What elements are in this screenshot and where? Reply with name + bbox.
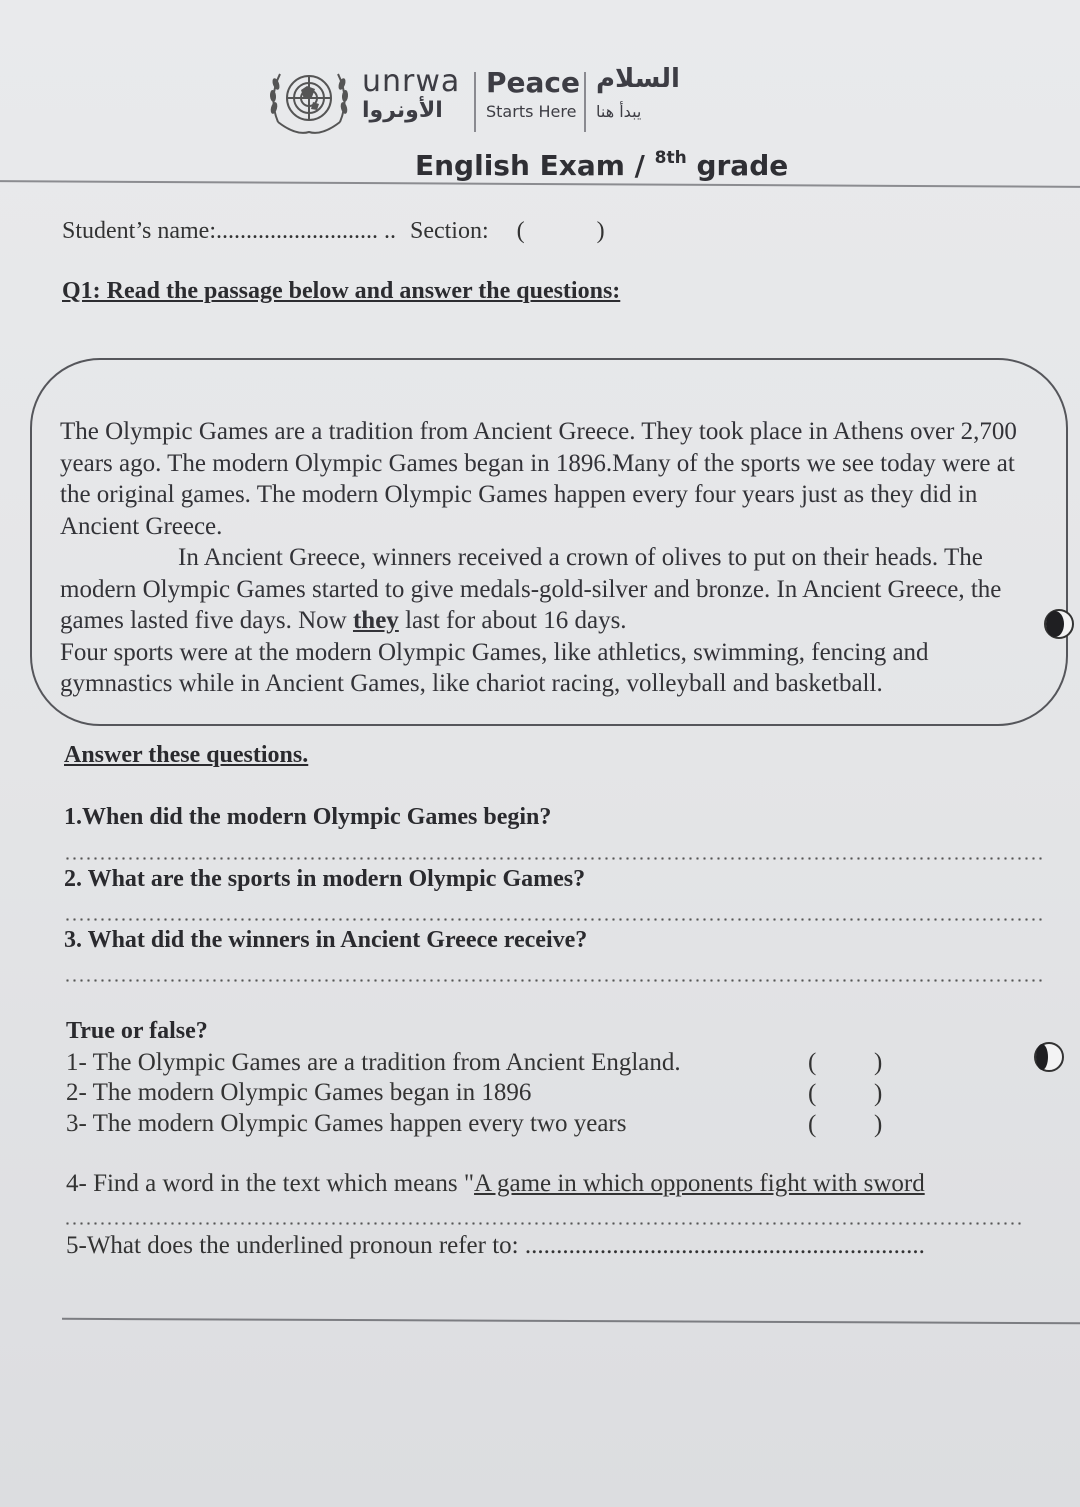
q1-heading: Q1: Read the passage below and answer the questions: bbox=[62, 278, 621, 304]
student-name-label: Student’s name: bbox=[62, 218, 216, 244]
peace-text: Peace bbox=[486, 66, 580, 99]
tf-answer-1-open[interactable]: ( bbox=[808, 1049, 817, 1076]
passage-p2-end: last for about 16 days. bbox=[398, 607, 627, 634]
tf-answer-1-close: ) bbox=[874, 1049, 883, 1076]
underlined-pronoun: they bbox=[352, 607, 399, 634]
find-word-definition: A game in which opponents fight with sword bbox=[474, 1170, 925, 1197]
question-3: 3. What did the winners in Ancient Greece receive? bbox=[64, 927, 588, 953]
grade-superscript: 8th bbox=[654, 148, 687, 168]
refer-question-label: 5-What does the underlined pronoun refer to: bbox=[66, 1232, 519, 1259]
answer-line-4[interactable] bbox=[64, 1222, 1024, 1225]
salam-text: السلام bbox=[596, 64, 680, 94]
footer-divider bbox=[62, 1318, 1080, 1324]
starts-here-text: Starts Here bbox=[486, 102, 577, 121]
question-1: 1.When did the modern Olympic Games begin? bbox=[64, 804, 552, 830]
refer-question bbox=[66, 1232, 925, 1260]
grade-text: grade bbox=[696, 149, 789, 182]
logo-divider bbox=[474, 72, 476, 132]
find-word-prefix: 4- Find a word in the text which means " bbox=[66, 1170, 475, 1197]
binder-hole-icon bbox=[1044, 609, 1074, 639]
logo-divider bbox=[584, 72, 586, 132]
tf-answer-2-close: ) bbox=[874, 1080, 883, 1107]
answer-line-1[interactable] bbox=[64, 857, 1044, 860]
yabda-huna-text: يبدأ هنا bbox=[596, 102, 642, 121]
section-label: Section: bbox=[409, 218, 489, 244]
unrwa-english-wordmark: unrwa bbox=[362, 64, 461, 99]
answer-line-3[interactable] bbox=[64, 979, 1044, 982]
exam-title-text: English Exam / bbox=[415, 149, 645, 182]
answer-heading: Answer these questions. bbox=[64, 742, 309, 768]
tf-answer-3-close: ) bbox=[874, 1111, 883, 1138]
passage-paragraph-1: The Olympic Games are a tradition from Ancient Greece. They took place in Athens over 2,700 years ago. The modern Olympic Games began in 1896.Many of the sports we see today were at the original games. The modern Olympic Games happen every four years just as they did in Ancient Greece. bbox=[60, 418, 1017, 540]
question-2: 2. What are the sports in modern Olympic Games? bbox=[64, 866, 586, 892]
find-word-question bbox=[66, 1170, 925, 1198]
true-false-heading: True or false? bbox=[66, 1018, 208, 1044]
section-open-paren: ( bbox=[516, 218, 525, 244]
unrwa-arabic-wordmark: الأونروا bbox=[362, 98, 443, 123]
tf-answer-3-open[interactable]: ( bbox=[808, 1111, 817, 1138]
binder-hole-icon bbox=[1034, 1042, 1064, 1072]
tf-statement-1: 1- The Olympic Games are a tradition from Ancient England. bbox=[66, 1049, 681, 1076]
exam-title bbox=[415, 148, 788, 182]
passage-paragraph-3: Four sports were at the modern Olympic Games, like athletics, swimming, fencing and gymnastics while in Ancient Games, like chariot racing, volleyball and basketball. bbox=[60, 638, 929, 697]
passage-p2-text: In Ancient Greece, winners received a crown of olives to put on their heads. The modern Olympic Games started to give medals-gold-silver and bronze. In Ancient Greece, the games lasted five days. Now bbox=[60, 544, 1002, 634]
tf-statement-2: 2- The modern Olympic Games began in 1896 bbox=[66, 1079, 532, 1106]
un-emblem-icon bbox=[266, 62, 352, 138]
section-close-paren: ) bbox=[596, 218, 605, 244]
tf-answer-2-open[interactable]: ( bbox=[808, 1080, 817, 1107]
student-name-field[interactable]: ........................... .. bbox=[215, 218, 396, 244]
tf-statement-3: 3- The modern Olympic Games happen every two years bbox=[66, 1110, 627, 1137]
student-info-line bbox=[62, 218, 605, 245]
unrwa-logo bbox=[266, 62, 706, 142]
answer-line-2[interactable] bbox=[64, 918, 1044, 921]
refer-answer-field[interactable]: ................................................................ bbox=[524, 1232, 925, 1259]
passage-paragraph-2 bbox=[60, 542, 1040, 637]
reading-passage bbox=[60, 416, 1040, 700]
